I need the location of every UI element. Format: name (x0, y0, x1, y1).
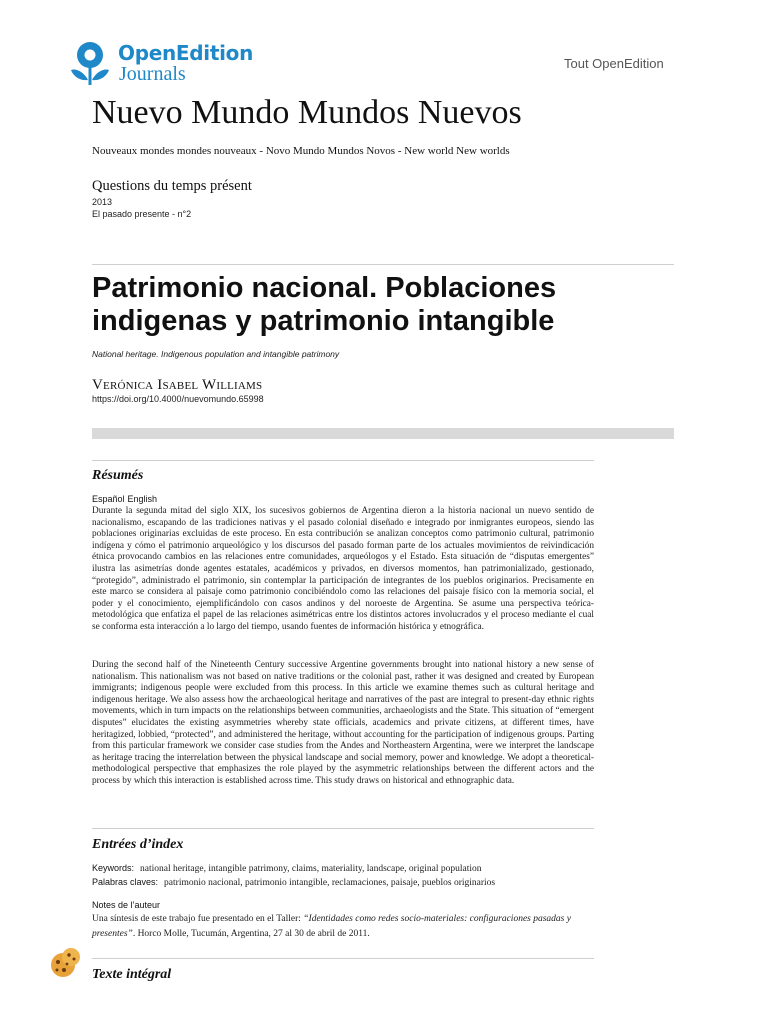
openedition-logo-icon (68, 40, 112, 88)
abstract-en: During the second half of the Nineteenth Century successive Argentine governments brought into national history a new sense of nationalism. This nationalism was not based on native traditions or the colonial past, rather it was designed and created by European immigrants; indigenous people were excluded from this process. In this article we examine themes such as cultural heritage and indigenous heritage. We also assess how the archaeological heritage and narratives of the past are integral to present-day ethnic rights movements, which in turn impacts on the relationships between communities, archaeologists and the State. This situation of “emergent disputes” elucidates the existing asymmetries whereby state officials, academics and private citizens, at different times, have heritagized, lobbied, “protected”, and administered the heritage, without accounting for the participation of indigenous groups. Parting from this particular framework we consider case studies from the Andes and Northeastern Argentina, were we interpret the landscape as heritage tracing the interrelation between the physical landscape and social memory, power and knowledge. We adopt a theoretical-methodological perspective that emphasizes the role played by the asymmetric relationships between the different actors and the process by which this interaction is established across time. This study draws on historical and ethnographic data. (92, 660, 594, 786)
palabras-row (92, 877, 594, 888)
index-heading: Entrées d’index (92, 837, 184, 852)
palabras-label: Palabras claves: (92, 877, 159, 887)
issue-number: El pasado presente - n°2 (92, 209, 192, 219)
issue-year: 2013 (92, 197, 113, 207)
lang-es-link[interactable]: Español (92, 494, 125, 504)
author-note (92, 912, 594, 942)
divider (92, 958, 594, 959)
keywords-list[interactable]: national heritage, intangible patrimony, claims, materiality, landscape, original population (140, 864, 482, 874)
divider (92, 460, 594, 461)
divider (92, 828, 594, 829)
author-note-prefix: Una síntesis de este trabajo fue presentado en el Taller: (92, 914, 304, 924)
abstracts-heading: Résumés (92, 468, 144, 483)
brand-name: OpenEdition (118, 41, 254, 65)
brand-subname: Journals (119, 63, 186, 85)
keywords-label: Keywords: (92, 863, 135, 873)
author-note-suffix: . Horco Molle, Tucumán, Argentina, 27 al 30 de abril de 2011. (132, 929, 370, 939)
abstract-es: Durante la segunda mitad del siglo XIX, los sucesivos gobiernos de Argentina dieron a la historia nacional un nuevo sentido de nacionalismo, escapando de las tradiciones nativas y el pasado colonial diseñado e integrado por inmigrantes europeos, siendo las poblaciones originarias excluidas de este proceso. En esta contribución se analizan conceptos como patrimonio cultural, patrimonio indígena y cómo el patrimonio arqueológico y los discursos del pasado forman parte de los actuales movimientos de reivindicación étnica provocando cambios en las relaciones entre comunidades, arqueólogos y el Estado. Esta situación de “disputas emergentes” ilustra las asimetrías donde agentes estatales, académicos y privados, en diversos momentos, han patrimonializado, gestionado, “protegido”, administrado el patrimonio, sin contemplar la participación de integrantes de los pueblos originarios. Precisamente en este marco se considera al paisaje como patrimonio concibiéndolo como las relaciones del paisaje físico con la memoria social, el poder y el conocimiento, ejemplificándolo con casos andinos y del noroeste de Argentina. Se asume una perspectiva teórica-metodológica que enfatiza el papel de las relaciones asimétricas entre los distintos actores involucrados y el proceso mediante el cual se conforma esta interacción a lo largo del tiempo, usando fuentes de información histórica y etnográfica. (92, 506, 594, 632)
all-openedition-link[interactable]: Tout OpenEdition (564, 56, 664, 71)
article-title: Patrimonio nacional. Poblaciones indigenas y patrimonio intangible (92, 272, 557, 337)
full-text-heading: Texte intégral (92, 967, 172, 982)
author-note-heading: Notes de l’auteur (92, 900, 161, 910)
issue-title[interactable]: Questions du temps présent (92, 178, 252, 194)
journal-title[interactable]: Nuevo Mundo Mundos Nuevos (92, 94, 522, 131)
journal-subtitle: Nouveaux mondes mondes nouveaux - Novo Mundo Mundos Novos - New world New worlds (92, 145, 510, 157)
language-switcher (92, 494, 160, 504)
doi-link[interactable]: https://doi.org/10.4000/nuevomundo.65998 (92, 394, 264, 404)
lang-en-link[interactable]: English (127, 494, 158, 504)
palabras-list[interactable]: patrimonio nacional, patrimonio intangible, reclamaciones, paisaje, pueblos originarios (164, 878, 496, 888)
author-note-workshop: “Identidades como redes socio-materiales: configuraciones pasadas y presentes” (92, 914, 571, 939)
keywords-row (92, 863, 594, 874)
cookie-icon[interactable] (48, 946, 82, 980)
divider (92, 264, 674, 265)
toolbar-placeholder (92, 428, 674, 439)
article-subtitle: National heritage. Indigenous population and intangible patrimony (92, 349, 340, 359)
article-author[interactable]: Verónica Isabel Williams (92, 377, 263, 393)
openedition-logo[interactable] (68, 40, 268, 88)
